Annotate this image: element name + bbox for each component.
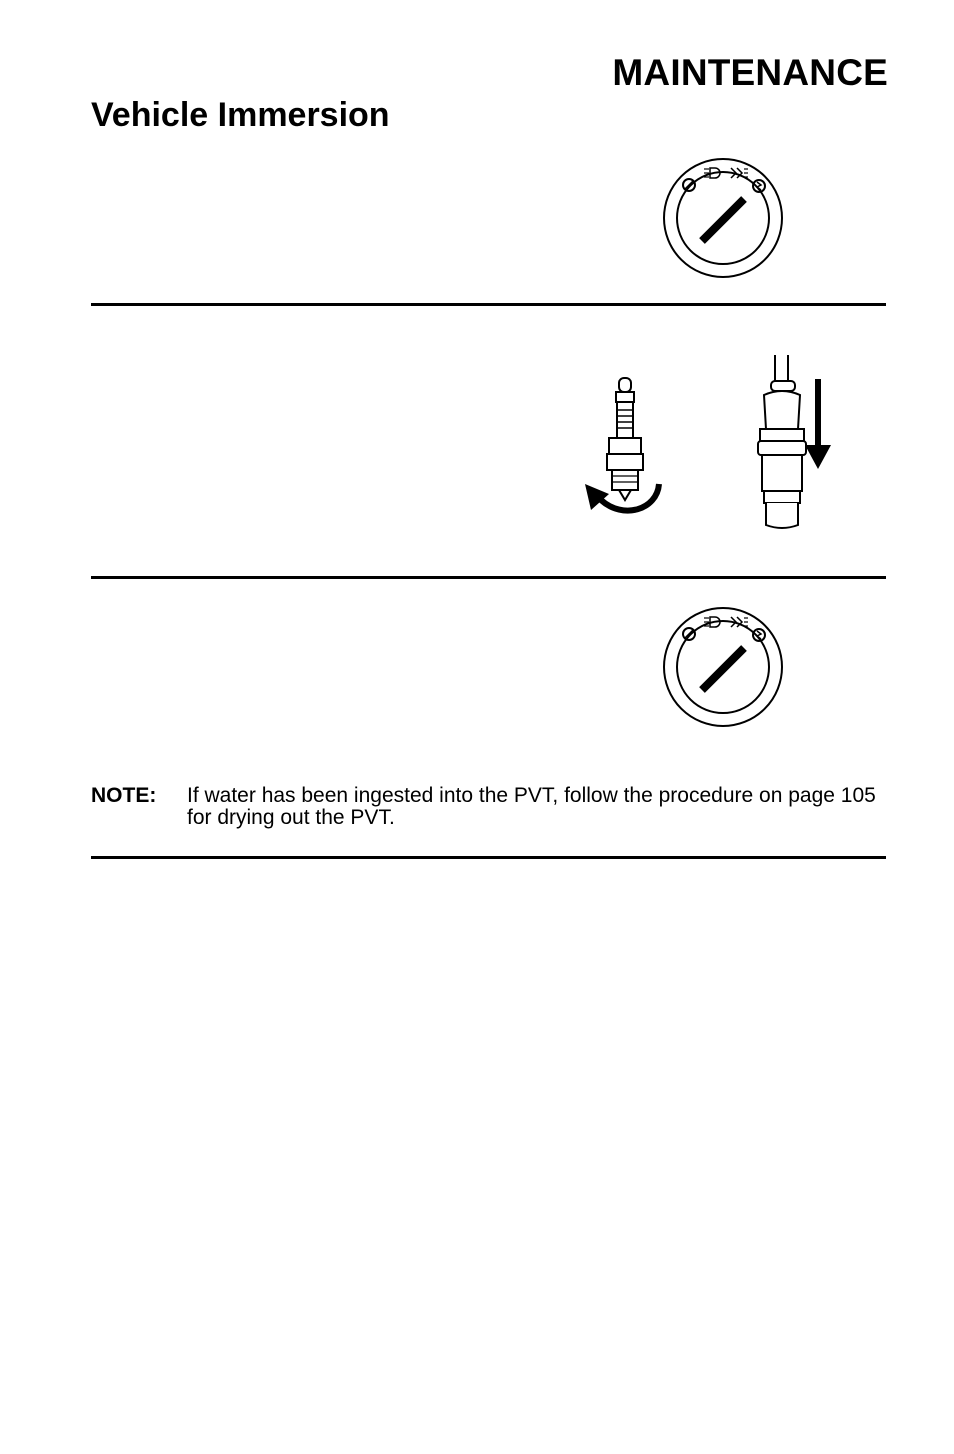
note-label: NOTE: bbox=[91, 784, 157, 807]
spark-plug-icon bbox=[583, 372, 667, 522]
divider bbox=[91, 856, 886, 859]
divider bbox=[91, 303, 886, 306]
page-title: Vehicle Immersion bbox=[91, 96, 390, 134]
plug-cap-icon bbox=[748, 353, 836, 533]
section-header: MAINTENANCE bbox=[612, 52, 888, 93]
note-text: If water has been ingested into the PVT, follow the procedure on page 105 for drying out the PVT. bbox=[187, 784, 876, 829]
divider bbox=[91, 576, 886, 579]
key-switch-icon bbox=[660, 155, 786, 281]
key-switch-icon bbox=[660, 604, 786, 730]
